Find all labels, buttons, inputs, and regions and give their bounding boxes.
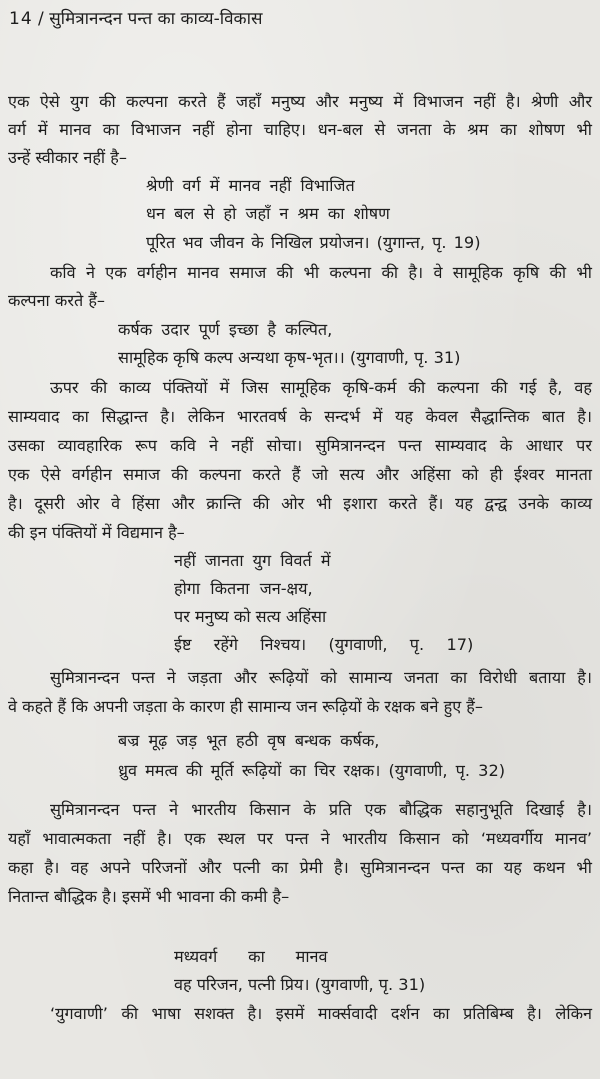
paragraph-line: कल्पना करते हैं– [8, 291, 106, 310]
paragraph-line: वे कहते हैं कि अपनी जड़ता के कारण ही सामान्य जन रूढ़ियों के रक्षक बने हुए हैं– [8, 697, 483, 716]
book-title: सुमित्रानन्दन पन्त का काव्य-विकास [49, 9, 263, 29]
verse-line: धन बल से हो जहाँ न श्रम का शोषण [146, 204, 390, 223]
paragraph-line: एक ऐसे युग की कल्पना करते हैं जहाँ मनुष्य और मनुष्य में विभाजन नहीं है। श्रेणी और [8, 92, 592, 111]
paragraph-line: यहाँ भावात्मकता नहीं है। एक स्थल पर पन्त ने भारतीय किसान को ‘मध्यवर्गीय मानव’ [8, 829, 592, 848]
verse-line: सामूहिक कृषि कल्प अन्यथा कृष-भृत।। (युगवाणी, पृ. 31) [118, 348, 461, 367]
verse-line: कर्षक उदार पूर्ण इच्छा है कल्पित, [118, 320, 333, 339]
page-number: 14 [9, 9, 33, 29]
verse-line: होगा कितना जन-क्षय, [174, 579, 313, 598]
verse-line: पूरित भव जीवन के निखिल प्रयोजन। (युगान्त, पृ. 19) [146, 233, 481, 252]
verse-line: पर मनुष्य को सत्य अहिंसा [174, 607, 327, 626]
paragraph-line: ‘युगवाणी’ की भाषा सशक्त है। इसमें मार्क्सवादी दर्शन का प्रतिबिम्ब है। लेकिन [50, 1004, 592, 1023]
paragraph-line: साम्यवाद का सिद्धान्त है। लेकिन भारतवर्ष के सन्दर्भ में यह केवल सैद्धान्तिक बात है। [8, 407, 592, 426]
verse-line: ईष्ट रहेंगे निश्चय। (युगवाणी, पृ. 17) [174, 635, 474, 654]
running-head-separator: / [38, 9, 44, 29]
paragraph-line: है। दूसरी ओर वे हिंसा और क्रान्ति की ओर भी इशारा करते हैं। यह द्वन्द्व उनके काव्य [8, 494, 592, 513]
verse-line: श्रेणी वर्ग में मानव नहीं विभाजित [146, 176, 355, 195]
verse-line: वह परिजन, पत्नी प्रिय। (युगवाणी, पृ. 31) [174, 975, 426, 994]
paragraph-line: की इन पंक्तियों में विद्यमान है– [8, 523, 185, 542]
paragraph-line: नितान्त बौद्धिक है। इसमें भी भावना की कमी है– [8, 887, 290, 906]
running-head [9, 4, 263, 34]
paragraph-line: कवि ने एक वर्गहीन मानव समाज की भी कल्पना की है। वे सामूहिक कृषि की भी [50, 263, 592, 282]
verse-line: बज्र मूढ़ जड़ भूत हठी वृष बन्धक कर्षक, [118, 731, 380, 750]
paragraph-line: कहा है। वह अपने परिजनों और पत्नी का प्रेमी है। सुमित्रानन्दन पन्त का यह कथन भी [8, 858, 592, 877]
paragraph-line: सुमित्रानन्दन पन्त ने भारतीय किसान के प्रति एक बौद्धिक सहानुभूति दिखाई है। [50, 800, 592, 819]
paragraph-line: उसका व्यावहारिक रूप कवि ने नहीं सोचा। सुमित्रानन्दन पन्त साम्यवाद के आधार पर [8, 436, 592, 455]
paragraph-line: सुमित्रानन्दन पन्त ने जड़ता और रूढ़ियों को सामान्य जनता का विरोधी बताया है। [50, 668, 592, 687]
paragraph-line: ऊपर की काव्य पंक्तियों में जिस सामूहिक कृषि-कर्म की कल्पना की गई है, वह [50, 378, 592, 397]
paragraph-line: वर्ग में मानव का विभाजन नहीं होना चाहिए। धन-बल से जनता के श्रम का शोषण भी [8, 120, 592, 139]
verse-line: ध्रुव ममत्व की मूर्ति रूढ़ियों का चिर रक्षक। (युगवाणी, पृ. 32) [118, 761, 506, 780]
verse-line: नहीं जानता युग विवर्त में [174, 551, 331, 570]
paragraph-line: उन्हें स्वीकार नहीं है– [8, 148, 127, 167]
verse-line: मध्यवर्ग का मानव [174, 947, 328, 966]
paragraph-line: एक ऐसे वर्गहीन समाज की कल्पना करते हैं जो सत्य और अहिंसा को ही ईश्वर मानता [8, 465, 592, 484]
